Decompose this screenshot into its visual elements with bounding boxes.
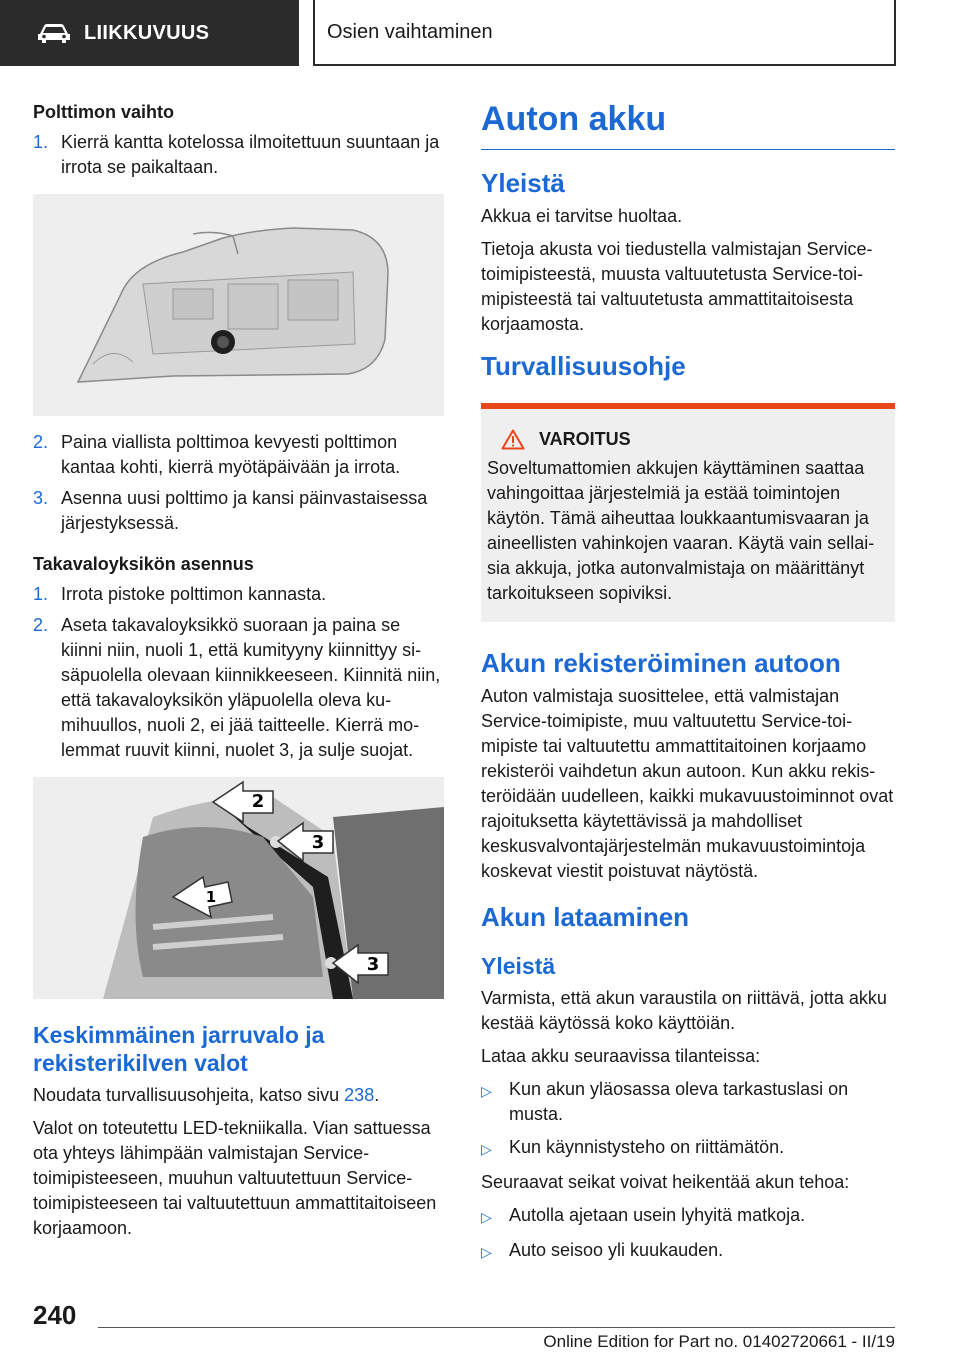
step-text: Kierrä kantta kotelossa ilmoitettuun suuntaan ja irrota se paikaltaan. (61, 132, 440, 177)
step-text: Paina viallista polttimoa kevyesti polttimon kantaa kohti, kierrä myötäpäivään ja irrota. (61, 432, 401, 477)
list-item-text: Autolla ajetaan usein lyhyitä matkoja. (509, 1205, 806, 1225)
taillight-install-illustration (33, 777, 444, 999)
step-text: Irrota pistoke polttimon kannasta. (61, 584, 327, 604)
list-item (481, 1135, 895, 1162)
charging-paragraph-1: Varmista, että akun varaustila on riittävä, jotta akku kestää käytössä koko käyttöiän. (481, 988, 887, 1033)
footer-divider (98, 1327, 895, 1328)
car-icon (36, 22, 72, 44)
warning-text: Soveltumattomien akkujen käyttäminen saattaa vahingoittaa järjestelmiä ja estää toimintojen käytön. Tämä aiheuttaa loukkaantumisvaaran ja aineellisten vahinkojen vaaran. Käytä vain sellaisia akkuja, jotka autonvalmistaja on määrittänyt tarkoitukseen sopiviksi. (487, 458, 875, 603)
brake-paragraph-2: Valot on toteutettu LED-tekniikalla. Vian sattuessa ota yhteys lähimpään valmistajan Service-toimipisteeseen, muuhun valtuutettuun Service-toimipisteeseen tai valtuutettuun ammattitaitoiseen korjaamoon. (33, 1118, 437, 1238)
step-number: 3. (33, 488, 49, 508)
step-item (33, 582, 444, 607)
arrow-3-bottom-label: 3 (366, 954, 380, 975)
arrow-1-label: 1 (205, 888, 217, 906)
brake-p1-text: Noudata turvallisuusohjeita, katso sivu (33, 1085, 345, 1105)
charging-title: Akun lataaminen (481, 902, 690, 932)
page-number: 240 (33, 1300, 77, 1330)
left-column (33, 100, 444, 1249)
bulb-change-title: Polttimon vaihto (33, 102, 174, 122)
step-text: Aseta takavaloyksikkö suoraan ja paina se kiinni niin, nuoli 1, että kumityyny kiinnittyy sisäpuolella olevaan kiinnikkeeseen. Kiinnitä niin, että takavaloyksikön yläpuolella oleva kumihuullos, nuoli 2, ei jää taitteelle. Kierrä molemmat ruuvit kiinni, nuolet 3, ja sulje suojat. (61, 615, 441, 760)
list-item-text: Kun käynnistysteho on riittämätön. (509, 1137, 785, 1157)
register-title: Akun rekisteröiminen autoon (481, 648, 841, 678)
bullet-triangle-icon: ▷ (481, 1083, 492, 1099)
charging-paragraph-2: Lataa akku seuraavissa tilanteissa: (481, 1046, 761, 1066)
step-number: 1. (33, 132, 49, 152)
arrow-2-label: 2 (251, 791, 265, 812)
brake-paragraph-1 (33, 1083, 444, 1108)
header-section-bar (0, 0, 299, 66)
list-item (481, 1077, 895, 1127)
page-link-238[interactable]: 238 (344, 1085, 375, 1105)
step-number: 1. (33, 584, 49, 604)
section-title: LIIKKUVUUS (84, 21, 210, 44)
step-item (33, 486, 444, 536)
warning-label: VAROITUS (539, 429, 631, 449)
safety-title: Turvallisuusohje (481, 351, 686, 381)
bullet-triangle-icon: ▷ (481, 1141, 492, 1157)
list-item (481, 1238, 895, 1265)
taillight-housing-figure (33, 194, 444, 416)
step-item (33, 613, 444, 763)
charging-paragraph-3: Seuraavat seikat voivat heikentää akun tehoa: (481, 1172, 850, 1192)
step-item (33, 130, 444, 180)
install-title: Takavaloyksikön asennus (33, 554, 254, 574)
warning-triangle-icon (501, 429, 525, 450)
step-number: 2. (33, 615, 49, 635)
taillight-install-figure (33, 777, 444, 999)
general-paragraph-1: Akkua ei tarvitse huoltaa. (481, 206, 683, 226)
brake-light-title: Keskimmäinen jarruvalo ja rekisterikilven valot (33, 1022, 325, 1076)
bullet-triangle-icon: ▷ (481, 1244, 492, 1260)
general-title: Yleistä (481, 168, 565, 198)
right-column (481, 100, 895, 1273)
register-paragraph: Auton valmistaja suosittelee, että valmistajan Service-toimipiste, muu valtuutettu Service-toimipiste tai valtuutettu ammattitaitoinen korjaamo rekisteröi vaihdetun akun autoon. Kun akku rekisteröidään uudelleen, kaikki mukavuustoiminnot ovat rajoituksetta käytettävissä ja mahdolliset keskusvalvontajärjestelmän mukavuustoimintoja koskevat viestit poistuvat näytöstä. (481, 686, 894, 881)
brake-p1-end: . (374, 1085, 380, 1105)
warning-box (481, 403, 895, 622)
general-paragraph-2: Tietoja akusta voi tiedustella valmistajan Service-toimipisteestä, muusta valtuutetusta Service-toimipisteestä tai valtuutetusta ammattitaitoisesta korjaamosta. (481, 239, 873, 334)
charging-general-title: Yleistä (481, 953, 556, 979)
arrow-3-top-label: 3 (311, 832, 325, 853)
battery-title: Auton akku (481, 100, 895, 150)
header-subsection-bar (313, 0, 896, 66)
list-item-text: Auto seisoo yli kuukauden. (509, 1240, 724, 1260)
step-text: Asenna uusi polttimo ja kansi päinvastaisessa järjestyksessä. (61, 488, 428, 533)
taillight-housing-illustration (33, 194, 444, 416)
step-number: 2. (33, 432, 49, 452)
edition-note: Online Edition for Part no. 01402720661 - II/19 (543, 1332, 895, 1351)
list-item-text: Kun akun yläosassa oleva tarkastuslasi on musta. (509, 1079, 849, 1124)
bullet-triangle-icon: ▷ (481, 1209, 492, 1225)
warning-header (487, 429, 887, 450)
list-item (481, 1203, 895, 1230)
step-item (33, 430, 444, 480)
subsection-title: Osien vaihtaminen (327, 20, 493, 43)
